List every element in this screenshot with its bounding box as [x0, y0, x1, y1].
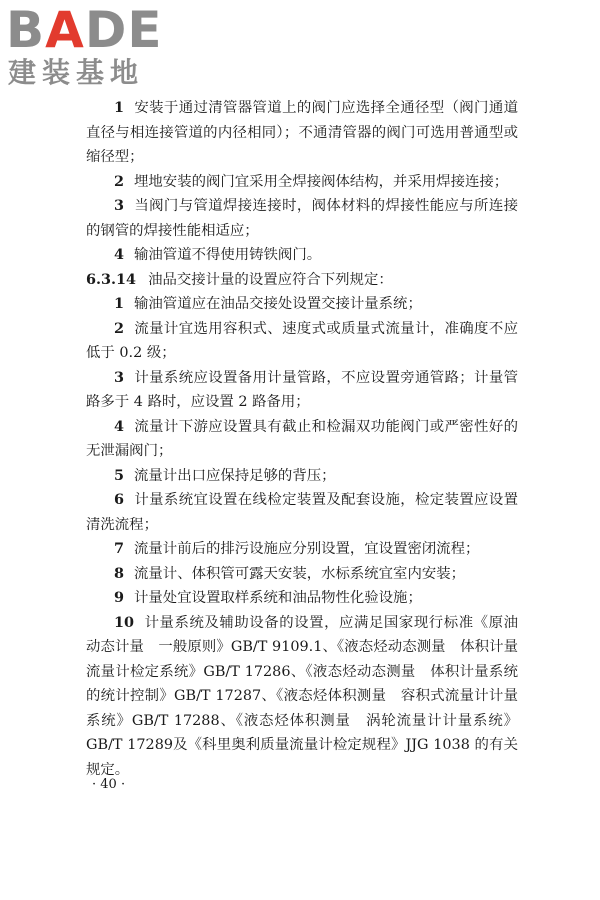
- list-item: [86, 292, 518, 317]
- paragraph-text: 输油管道不得使用铸铁阀门。: [134, 247, 322, 263]
- list-item: [86, 586, 518, 611]
- list-item: [86, 317, 518, 366]
- paragraph-3: [86, 194, 518, 243]
- item-number: 10: [114, 613, 135, 631]
- page-number: · 40 ·: [92, 777, 126, 792]
- item-number: 6: [114, 491, 125, 508]
- brand-logo: [6, 1, 176, 89]
- paragraph-text: 安装于通过清管器管道上的阀门应选择全通径型（阀门通道直径与相连接管道的内径相同）；不通清管器的阀门可选用普通型或缩径型；: [86, 100, 518, 165]
- item-number: 1: [114, 295, 125, 312]
- paragraph-1: [86, 96, 518, 170]
- list-item: [86, 488, 518, 537]
- document-body: [86, 96, 518, 782]
- item-text: 计量处宜设置取样系统和油品物性化验设施；: [134, 590, 422, 606]
- item-text: 流量计、体积管可露天安装，水标系统宜室内安装；: [134, 565, 466, 582]
- list-item: [86, 415, 518, 464]
- paragraph-text: 当阀门与管道焊接连接时，阀体材料的焊接性能应与所连接的钢管的焊接性能相适应；: [86, 198, 518, 239]
- list-item: [86, 366, 518, 415]
- item-text: 计量系统应设置备用计量管路，不应设置旁通管路；计量管路多于 4 路时，应设置 2 路备用；: [86, 369, 518, 410]
- item-number: 8: [114, 564, 125, 582]
- item-number: 9: [114, 589, 125, 606]
- item-text: 计量系统宜设置在线检定装置及配套设施，检定装置应设置清洗流程；: [86, 492, 518, 533]
- item-number: 5: [114, 466, 125, 484]
- paragraph-4: [86, 243, 518, 268]
- list-item: [86, 537, 518, 562]
- clause-text: 油品交接计量的设置应符合下列规定：: [148, 271, 393, 288]
- item-number: 7: [114, 540, 125, 557]
- clause-heading: [86, 268, 518, 293]
- paragraph-2: [86, 170, 518, 195]
- logo-subtitle: 建装基地: [8, 56, 145, 89]
- paragraph-text: 埋地安装的阀门宜采用全焊接阀体结构，并采用焊接连接；: [134, 173, 509, 190]
- item-number: 2: [114, 319, 125, 337]
- paragraph-number: 3: [114, 197, 125, 214]
- paragraph-number: 2: [114, 172, 125, 190]
- item-text: 流量计下游应设置具有截止和检漏双功能阀门或严密性好的无泄漏阀门；: [86, 418, 518, 459]
- item-text: 输油管道应在油品交接处设置交接计量系统；: [134, 296, 422, 312]
- list-item: [86, 611, 518, 783]
- list-item: [86, 562, 518, 587]
- logo-letter-b: B: [6, 1, 46, 59]
- item-number: 4: [114, 417, 125, 435]
- paragraph-number: 4: [114, 246, 125, 263]
- item-text: 流量计宜选用容积式、速度式或质量式流量计，准确度不应低于 0.2 级；: [86, 320, 518, 361]
- clause-number: 6.3.14: [86, 270, 137, 288]
- logo-letter-a-accent: A: [45, 1, 85, 59]
- item-text: 流量计前后的排污设施应分别设置，宜设置密闭流程；: [134, 541, 480, 557]
- logo-letters-de: DE: [84, 1, 163, 59]
- list-item: [86, 464, 518, 489]
- paragraph-number: 1: [114, 99, 125, 116]
- item-number: 3: [114, 368, 125, 386]
- logo-wordmark: [6, 1, 163, 59]
- item-text: 计量系统及辅助设备的设置，应满足国家现行标准《原油动态计量 一般原则》GB/T 9109.1、《液态烃动态测量 体积计量流量计检定系统》GB/T 17286、《液态烃动态测量 体积计量系统的统计控制》GB/T 17287、《液态烃体积测量 容积式流量计计量系统》GB/T 17288、《液态烃体积测量 涡轮流量计计量系统》GB/T 17289及《科里奥利质量流量计检定规程》JJG 1038 的有关规定。: [86, 614, 518, 778]
- item-text: 流量计出口应保持足够的背压；: [134, 467, 336, 484]
